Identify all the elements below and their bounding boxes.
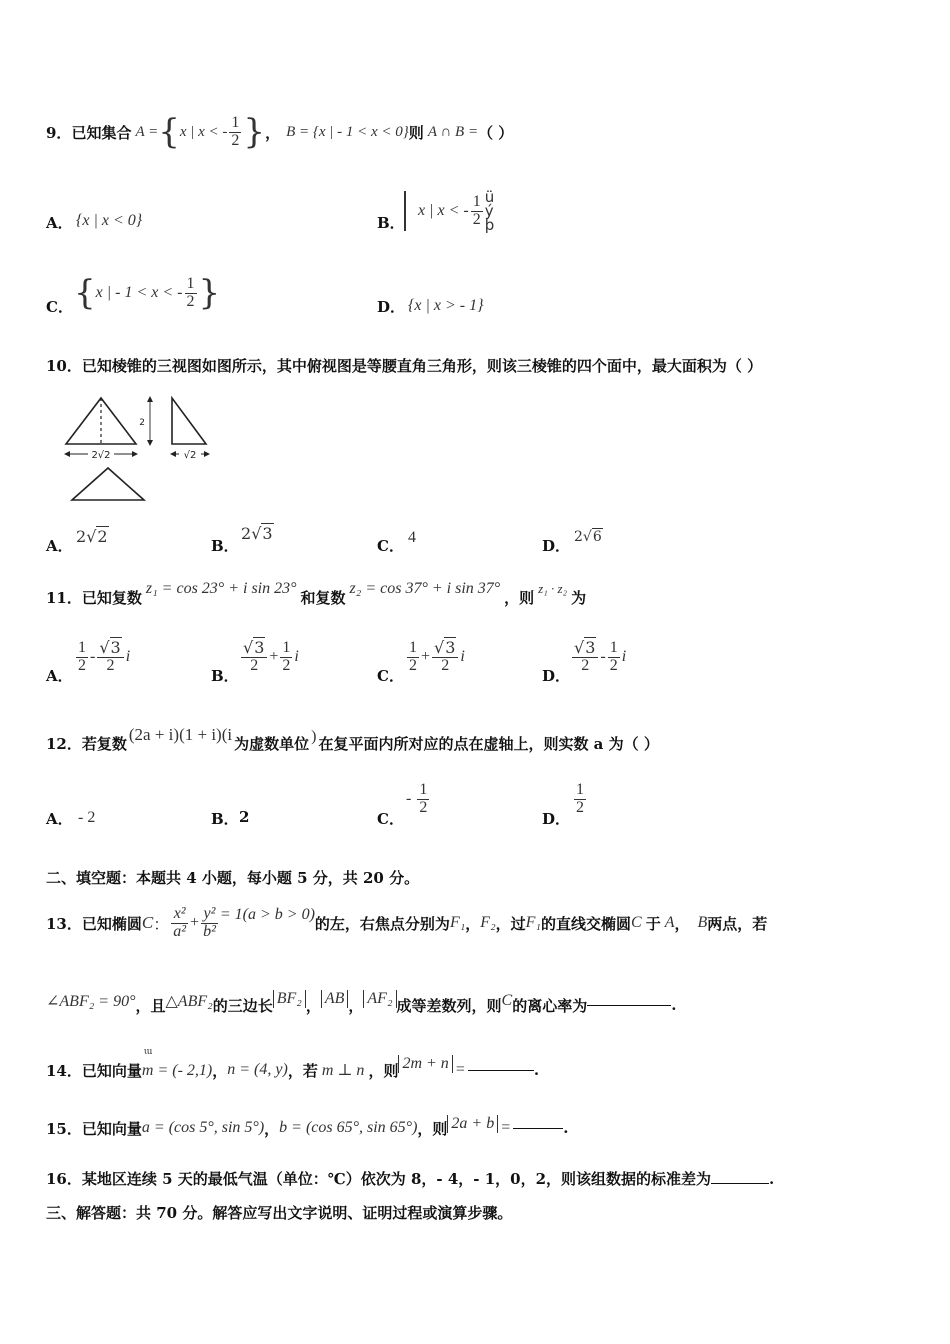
q9-option-b-frac-den: 2 bbox=[472, 210, 481, 228]
q12-number: 12． bbox=[46, 734, 82, 753]
q11-d-frac2-den: 2 bbox=[609, 656, 618, 674]
q12-option-a-label: A． bbox=[46, 810, 73, 828]
q10-three-views-figure bbox=[56, 392, 216, 508]
q13-line2: ∠ABF₂ = 90° ，且 △ABF₂ 的三边长 BF₂ ， AB ， AF₂ 成等差数列，则 C 的离心率为 . bbox=[46, 990, 677, 1015]
q9-option-c-inner: x | - 1 < x < - bbox=[95, 284, 183, 301]
q12-option-d-num: 1 bbox=[576, 781, 584, 798]
q13-text7: 的三边长 bbox=[212, 996, 273, 1015]
q9-option-b-inner: x | x < - bbox=[418, 202, 469, 219]
q11-product: z₁ · z₂ bbox=[538, 581, 568, 596]
q13-equation-rhs: = 1(a > b > 0) bbox=[219, 906, 315, 923]
q10-option-d-label: D． bbox=[542, 537, 571, 555]
q9-expr: A ∩ B = bbox=[427, 123, 479, 140]
q13-len-BF2: BF₂ bbox=[273, 990, 306, 1008]
q11-c-frac1-num: 1 bbox=[409, 639, 417, 656]
q11-a-frac2-rad: 3 bbox=[110, 638, 121, 657]
q9-stem: 已知集合 bbox=[71, 123, 132, 142]
q9-option-d-label: D． bbox=[377, 298, 406, 316]
q12-option-a: - 2 bbox=[78, 809, 96, 826]
q9-option-c bbox=[74, 268, 220, 318]
q13-text9: 的离心率为 bbox=[512, 996, 588, 1015]
q9-stem-line bbox=[46, 107, 513, 157]
q11-stem: 已知复数 bbox=[81, 588, 142, 607]
q10-side-width-arrow-right bbox=[204, 451, 210, 457]
q9-setB: B = {x | - 1 < x < 0} bbox=[286, 123, 409, 140]
q11-d-frac1-den: 2 bbox=[581, 656, 590, 674]
q12-option-b: 2 bbox=[239, 808, 250, 826]
q10-option-a-label: A． bbox=[46, 537, 73, 555]
q15-period: . bbox=[563, 1119, 569, 1137]
q13-period: . bbox=[671, 996, 677, 1014]
q10-side-view bbox=[172, 398, 206, 444]
q15-comma: ， bbox=[264, 1119, 280, 1138]
q13-C-third: C bbox=[501, 992, 513, 1009]
q11-b-frac1-rad: 3 bbox=[254, 638, 265, 657]
q10-stem-line bbox=[46, 355, 762, 376]
q14-stem: 已知向量 bbox=[81, 1061, 142, 1080]
q15-text1: ，则 bbox=[417, 1119, 448, 1138]
q12-tail: 在复平面内所对应的点在虚轴上，则实数 a 为（ ） bbox=[318, 734, 659, 753]
section-3-heading: 三、解答题：共 70 分。解答应写出文字说明、证明过程或演算步骤。 bbox=[46, 1204, 513, 1222]
q10-option-d-coef: 2 bbox=[574, 529, 583, 545]
q13-text2: ，过 bbox=[495, 914, 526, 933]
q15-magnitude: 2a + b bbox=[447, 1115, 498, 1133]
q14-line: 14． 已知向量 ա m = (- 2,1) ， n = (4, y) ，若 m ⊥ n ，则 2m + n = . bbox=[46, 1046, 540, 1080]
q10-height-label: 2 bbox=[139, 418, 145, 428]
q13-point-B: B bbox=[697, 914, 708, 931]
q13-ellipse-C: C bbox=[141, 913, 154, 932]
q10-option-b-radicand: 3 bbox=[262, 524, 273, 543]
q12-option-d-label: D． bbox=[542, 810, 571, 828]
q13-x2: x² bbox=[173, 904, 186, 922]
q12-option-c-num: 1 bbox=[419, 781, 428, 798]
q15-stem: 已知向量 bbox=[81, 1119, 142, 1138]
q14-answer-blank[interactable] bbox=[468, 1070, 534, 1071]
q10-number: 10． bbox=[46, 357, 82, 375]
q9-setA-frac-num: 1 bbox=[231, 113, 240, 131]
q12-stem: 若复数 bbox=[81, 734, 127, 753]
q9-then: 则 bbox=[408, 123, 424, 142]
q12-option-c-sign: - bbox=[406, 790, 412, 808]
q9-option-b-glitch-mid: ý bbox=[484, 201, 494, 220]
q13-C-again: C bbox=[631, 914, 642, 931]
q13-len-AB: AB bbox=[321, 990, 349, 1008]
q13-text8: 成等差数列，则 bbox=[396, 996, 502, 1015]
q11-d-i: i bbox=[621, 648, 627, 666]
q14-equals: = bbox=[455, 1061, 465, 1078]
q9-option-c-label: C． bbox=[46, 298, 73, 316]
q9-setA-left: A = bbox=[135, 123, 159, 140]
q13-angle: ∠ABF₂ = 90° bbox=[46, 993, 136, 1010]
q9-option-c-lbrace: { bbox=[74, 273, 96, 313]
q9-option-b-frac-num: 1 bbox=[472, 192, 481, 210]
q13-colon: ： bbox=[153, 916, 170, 934]
q15-number: 15． bbox=[46, 1119, 82, 1138]
q13-F1: F₁ bbox=[449, 914, 466, 931]
q9-option-b-glitch bbox=[484, 187, 495, 235]
q12-mid: 为虚数单位 bbox=[234, 734, 310, 753]
q9-option-b bbox=[404, 186, 494, 236]
q16-text: 某地区连续 5 天的最低气温（单位：℃）依次为 8，- 4，- 1，0，2，则该组数据的标准差为 bbox=[81, 1170, 712, 1188]
q11-b-frac2-den: 2 bbox=[282, 656, 291, 674]
q14-text1: ，若 bbox=[287, 1061, 318, 1080]
q16-answer-blank[interactable] bbox=[711, 1183, 769, 1184]
q11-number: 11． bbox=[46, 588, 82, 607]
q9-option-c-frac-den: 2 bbox=[186, 292, 195, 310]
q11-b-op: + bbox=[269, 648, 279, 666]
q11-d-frac1-rad: 3 bbox=[585, 638, 596, 657]
q9-option-a: {x | x < 0} bbox=[76, 212, 143, 229]
q12-option-b-label: B． bbox=[211, 810, 239, 828]
q14-perpendicular: m ⊥ n bbox=[321, 1062, 365, 1079]
q11-option-d-label: D． bbox=[542, 667, 571, 685]
q10-side-width-arrow-left bbox=[170, 451, 176, 457]
q11-then: ，则 bbox=[504, 588, 535, 607]
q11-b-frac2-num: 1 bbox=[282, 639, 291, 656]
q9-setA-frac-den: 2 bbox=[231, 131, 240, 149]
q13-text6: ，且 bbox=[135, 996, 166, 1015]
q10-height-arrow-down bbox=[147, 440, 153, 446]
q11-a-frac1-num: 1 bbox=[78, 639, 86, 656]
q11-tail: 为 bbox=[571, 588, 587, 607]
q10-side-width-label: √2 bbox=[183, 450, 197, 461]
q9-setA-frac bbox=[229, 115, 241, 150]
q12-stem-line bbox=[46, 725, 659, 758]
q12-expression: (2a + i)(1 + i)(i bbox=[128, 725, 233, 744]
q13-number: 13． bbox=[46, 914, 82, 933]
q12-option-c-den: 2 bbox=[419, 798, 428, 816]
q15-equals: = bbox=[501, 1119, 511, 1136]
q10-top-view bbox=[72, 468, 144, 500]
q12-option-d-den: 2 bbox=[576, 798, 584, 816]
q13-a2: a² bbox=[173, 922, 187, 940]
q11-b-frac1-den: 2 bbox=[250, 656, 259, 674]
q14-number: 14． bbox=[46, 1061, 82, 1080]
q13-len-AF2: AF₂ bbox=[363, 990, 396, 1008]
q13-y2: y² bbox=[203, 904, 216, 922]
q10-option-a: 2√2 bbox=[76, 527, 108, 546]
q9-option-c-frac bbox=[185, 276, 197, 311]
q10-option-a-coef: 2 bbox=[76, 527, 87, 546]
q11-option-b-label: B． bbox=[211, 667, 239, 685]
q11-a-i: i bbox=[125, 648, 131, 666]
q16-number: 16． bbox=[46, 1170, 82, 1188]
q15-answer-blank[interactable] bbox=[513, 1128, 563, 1129]
q13-point-A: A bbox=[664, 914, 675, 931]
section-2-heading: 二、填空题：本题共 4 小题，每小题 5 分，共 20 分。 bbox=[46, 869, 420, 887]
q11-z2: z₂ = cos 37° + i sin 37° bbox=[349, 580, 501, 597]
q13-triangle: △ABF₂ bbox=[165, 993, 213, 1010]
q13-text5: 两点，若 bbox=[707, 914, 768, 933]
q10-front-width-arrow-left bbox=[64, 451, 70, 457]
q10-front-width-label: 2√2 bbox=[91, 450, 111, 461]
q12-option-c-label: C． bbox=[377, 810, 404, 828]
q9-paren: （ ） bbox=[478, 123, 514, 142]
q13-stem: 已知椭圆 bbox=[81, 914, 142, 933]
q14-vector-m: m = (- 2,1) bbox=[141, 1061, 213, 1079]
q13-text4: 于 bbox=[645, 914, 661, 933]
q10-option-a-radicand: 2 bbox=[97, 527, 108, 546]
q10-stem: 已知棱锥的三视图如图所示，其中俯视图是等腰直角三角形，则该三棱锥的四个面中，最大面积为（ ） bbox=[81, 357, 763, 375]
q11-option-a-label: A． bbox=[46, 667, 73, 685]
q11-c-frac2-rad: 3 bbox=[445, 638, 456, 657]
q9-setA-lbrace: { bbox=[158, 112, 180, 152]
q11-c-i: i bbox=[460, 648, 465, 666]
q13-answer-blank[interactable] bbox=[587, 1005, 671, 1006]
q9-option-b-glitch-top: ü bbox=[484, 187, 495, 206]
q10-option-d: 2√6 bbox=[574, 529, 602, 545]
q9-setA-rbrace: } bbox=[243, 112, 266, 152]
q16-line bbox=[46, 1168, 774, 1189]
q11-z1: z₁ = cos 23° + i sin 23° bbox=[145, 580, 297, 597]
q11-option-b: $\frac{√3}{2}$ + $\frac{1}{2}$ i bbox=[243, 638, 299, 674]
q13-line1: 13． 已知椭圆 C ： $\frac{\text{x²}}{\text{a²}}$ + $\frac{\text{y²}}{\text{b²}}$ = 1(a > b > 0) 的左，右焦点分别为 F₁ ， F₂ ，过 F₁ 的直线交椭圆 C 于 A ， B 两点，若 bbox=[46, 904, 768, 940]
q9-option-b-glitch-brace bbox=[404, 191, 410, 231]
q11-option-c-label: C． bbox=[377, 667, 404, 685]
q9-option-b-glitch-bot: þ bbox=[484, 216, 495, 235]
q10-option-b-coef: 2 bbox=[241, 524, 252, 543]
q9-option-b-frac bbox=[471, 194, 483, 229]
q11-stem-line bbox=[46, 582, 586, 612]
q13-text3: 的直线交椭圆 bbox=[541, 914, 632, 933]
q15-vector-b: b = (cos 65°, sin 65°) bbox=[279, 1119, 418, 1136]
q16-period: . bbox=[769, 1170, 775, 1188]
q10-option-c-label: C． bbox=[377, 537, 404, 555]
q9-option-c-rbrace: } bbox=[198, 273, 221, 313]
q12-close-paren: ) bbox=[311, 728, 317, 745]
q14-magnitude: 2m + n bbox=[398, 1055, 452, 1073]
q10-option-b: 2√3 bbox=[241, 524, 273, 543]
q11-option-c: $\frac{1}{2}$ + $\frac{√3}{2}$ i bbox=[409, 638, 465, 674]
q15-vector-a: a = (cos 5°, sin 5°) bbox=[141, 1119, 265, 1136]
q11-c-op: + bbox=[421, 648, 431, 666]
q10-option-b-label: B． bbox=[211, 537, 239, 555]
q9-option-b-label: B． bbox=[377, 214, 405, 232]
q11-mid: 和复数 bbox=[300, 588, 346, 607]
q10-option-d-radicand: 6 bbox=[592, 529, 602, 545]
q11-option-a: $\frac{1}{2}$ - $\frac{√3}{2}$ i bbox=[78, 638, 131, 674]
q11-option-d: $\frac{√3}{2}$ - $\frac{1}{2}$ i bbox=[574, 638, 627, 674]
q11-b-i: i bbox=[294, 648, 299, 666]
q14-period: . bbox=[533, 1061, 540, 1079]
q13-b2: b² bbox=[203, 922, 216, 940]
q12-option-c bbox=[406, 782, 431, 817]
q14-vector-n: n = (4, y) bbox=[227, 1061, 288, 1078]
q11-a-frac2-den: 2 bbox=[106, 656, 115, 674]
q9-option-c-frac-num: 1 bbox=[186, 274, 195, 292]
q11-a-frac1-den: 2 bbox=[78, 656, 86, 674]
q10-height-arrow-up bbox=[147, 396, 153, 402]
q14-vector-mark: ա bbox=[143, 1046, 153, 1057]
q12-option-d bbox=[572, 782, 588, 817]
q9-option-d: {x | x > - 1} bbox=[408, 297, 484, 314]
q10-front-width-arrow-right bbox=[132, 451, 138, 457]
q9-comma: ， bbox=[265, 123, 281, 142]
q11-d-op: - bbox=[600, 648, 606, 666]
q11-a-op: - bbox=[90, 648, 96, 666]
q15-line bbox=[46, 1108, 568, 1148]
q13-F1-again: F₁ bbox=[525, 914, 541, 931]
q10-option-c: 4 bbox=[408, 529, 416, 546]
q13-F2: F₂ bbox=[480, 914, 496, 931]
q11-c-frac1-den: 2 bbox=[409, 656, 417, 674]
q11-c-frac2-den: 2 bbox=[441, 656, 450, 674]
q14-text2: ，则 bbox=[368, 1061, 399, 1080]
q9-setA-inner: x | x < - bbox=[179, 123, 228, 140]
q9-number: 9． bbox=[46, 123, 72, 142]
q13-text1: 的左，右焦点分别为 bbox=[314, 914, 450, 933]
q9-option-a-label: A． bbox=[46, 214, 73, 232]
q11-d-frac2-num: 1 bbox=[609, 639, 618, 656]
